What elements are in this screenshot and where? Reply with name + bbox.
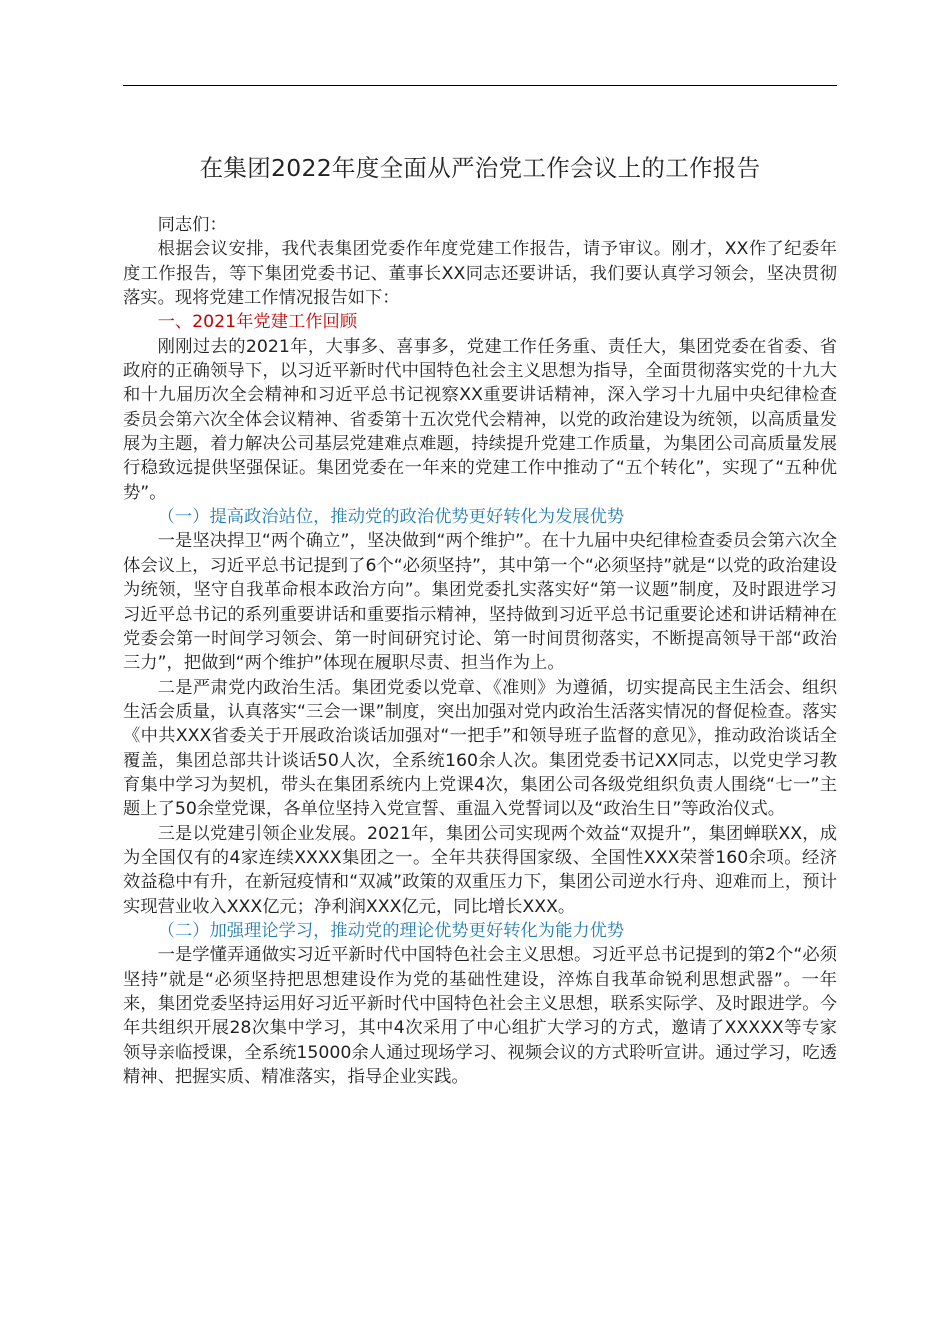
paragraph: 一是坚决捍卫“两个确立”，坚决做到“两个维护”。在十九届中央纪律检查委员会第六次全体会议上，习近平总书记提到了6个“必须坚持”，其中第一个“必须坚持”就是“以党的政治建设为统领，坚守自我革命根本政治方向”。集团党委扎实落实好“第一议题”制度，及时跟进学习习近平总书记的系列重要讲话和重要指示精神，坚持做到习近平总书记重要论述和讲话精神在党委会第一时间学习领会、第一时间研究讨论、第一时间贯彻落实，不断提高领导干部“政治三力”，把做到“两个维护”体现在履职尽责、担当作为上。 — [123, 531, 837, 674]
subsection-heading: （二）加强理论学习，推动党的理论优势更好转化为能力优势 — [157, 920, 625, 941]
section-heading: 一、2021年党建工作回顾 — [157, 312, 358, 333]
paragraph: 三是以党建引领企业发展。2021年，集团公司实现两个效益“双提升”，集团蝉联XX，成为全国仅有的4家连续XXXX集团之一。全年共获得国家级、全国性XXX荣誉160余项。经济效益稳中有升，在新冠疫情和“双减”政策的双重压力下，集团公司逆水行舟、迎难而上，预计实现营业收入XXX亿元；净利润XXX亿元，同比增长XXX。 — [123, 823, 837, 917]
paragraph: 二是严肃党内政治生活。集团党委以党章、《准则》为遵循，切实提高民主生活会、组织生活会质量，认真落实“三会一课”制度，突出加强对党内政治生活落实情况的督促检查。落实《中共XXX省委关于开展政治谈话加强对“一把手”和领导班子监督的意见》，推动政治谈话全覆盖，集团总部共计谈话50人次，全系统160余人次。集团党委书记XX同志，以党史学习教育集中学习为契机，带头在集团系统内上党课4次，集团公司各级党组织负责人围绕“七一”主题上了50余堂党课，各单位坚持入党宣誓、重温入党誓词以及“政治生日”等政治仪式。 — [123, 677, 837, 820]
document-title: 在集团2022年度全面从严治党工作会议上的工作报告 — [199, 154, 761, 182]
paragraph: 刚刚过去的2021年，大事多、喜事多，党建工作任务重、责任大，集团党委在省委、省政府的正确领导下，以习近平新时代中国特色社会主义思想为指导，全面贯彻落实党的十九大和十九届历次全会精神和习近平总书记视察XX重要讲话精神，深入学习十九届中央纪律检查委员会第六次全体会议精神、省委第十五次党代会精神，以党的政治建设为统领，以高质量发展为主题，着力解决公司基层党建难点难题，持续提升党建工作质量，为集团公司高质量发展行稳致远提供坚强保证。集团党委在一年来的党建工作中推动了“五个转化”，实现了“五种优势”。 — [123, 336, 837, 503]
header-rule — [123, 85, 837, 86]
subsection-heading: （一）提高政治站位，推动党的政治优势更好转化为发展优势 — [157, 507, 625, 528]
paragraph: 根据会议安排，我代表集团党委作年度党建工作报告，请予审议。刚才，XX作了纪委年度工作报告，等下集团党委书记、董事长XX同志还要讲话，我们要认真学习领会，坚决贯彻落实。现将党建工作情况报告如下： — [123, 239, 837, 309]
paragraph: 一是学懂弄通做实习近平新时代中国特色社会主义思想。习近平总书记提到的第2个“必须坚持”就是“必须坚持把思想建设作为党的基础性建设，淬炼自我革命锐利思想武器”。一年来，集团党委坚持运用好习近平新时代中国特色社会主义思想，联系实际学、及时跟进学。今年共组织开展28次集中学习，其中4次采用了中心组扩大学习的方式，邀请了XXXXX等专家领导亲临授课，全系统15000余人通过现场学习、视频会议的方式聆听宣讲。通过学习，吃透精神、把握实质、精准落实，指导企业实践。 — [123, 945, 837, 1088]
paragraph: 同志们： — [157, 215, 227, 235]
document-body — [123, 213, 837, 1089]
